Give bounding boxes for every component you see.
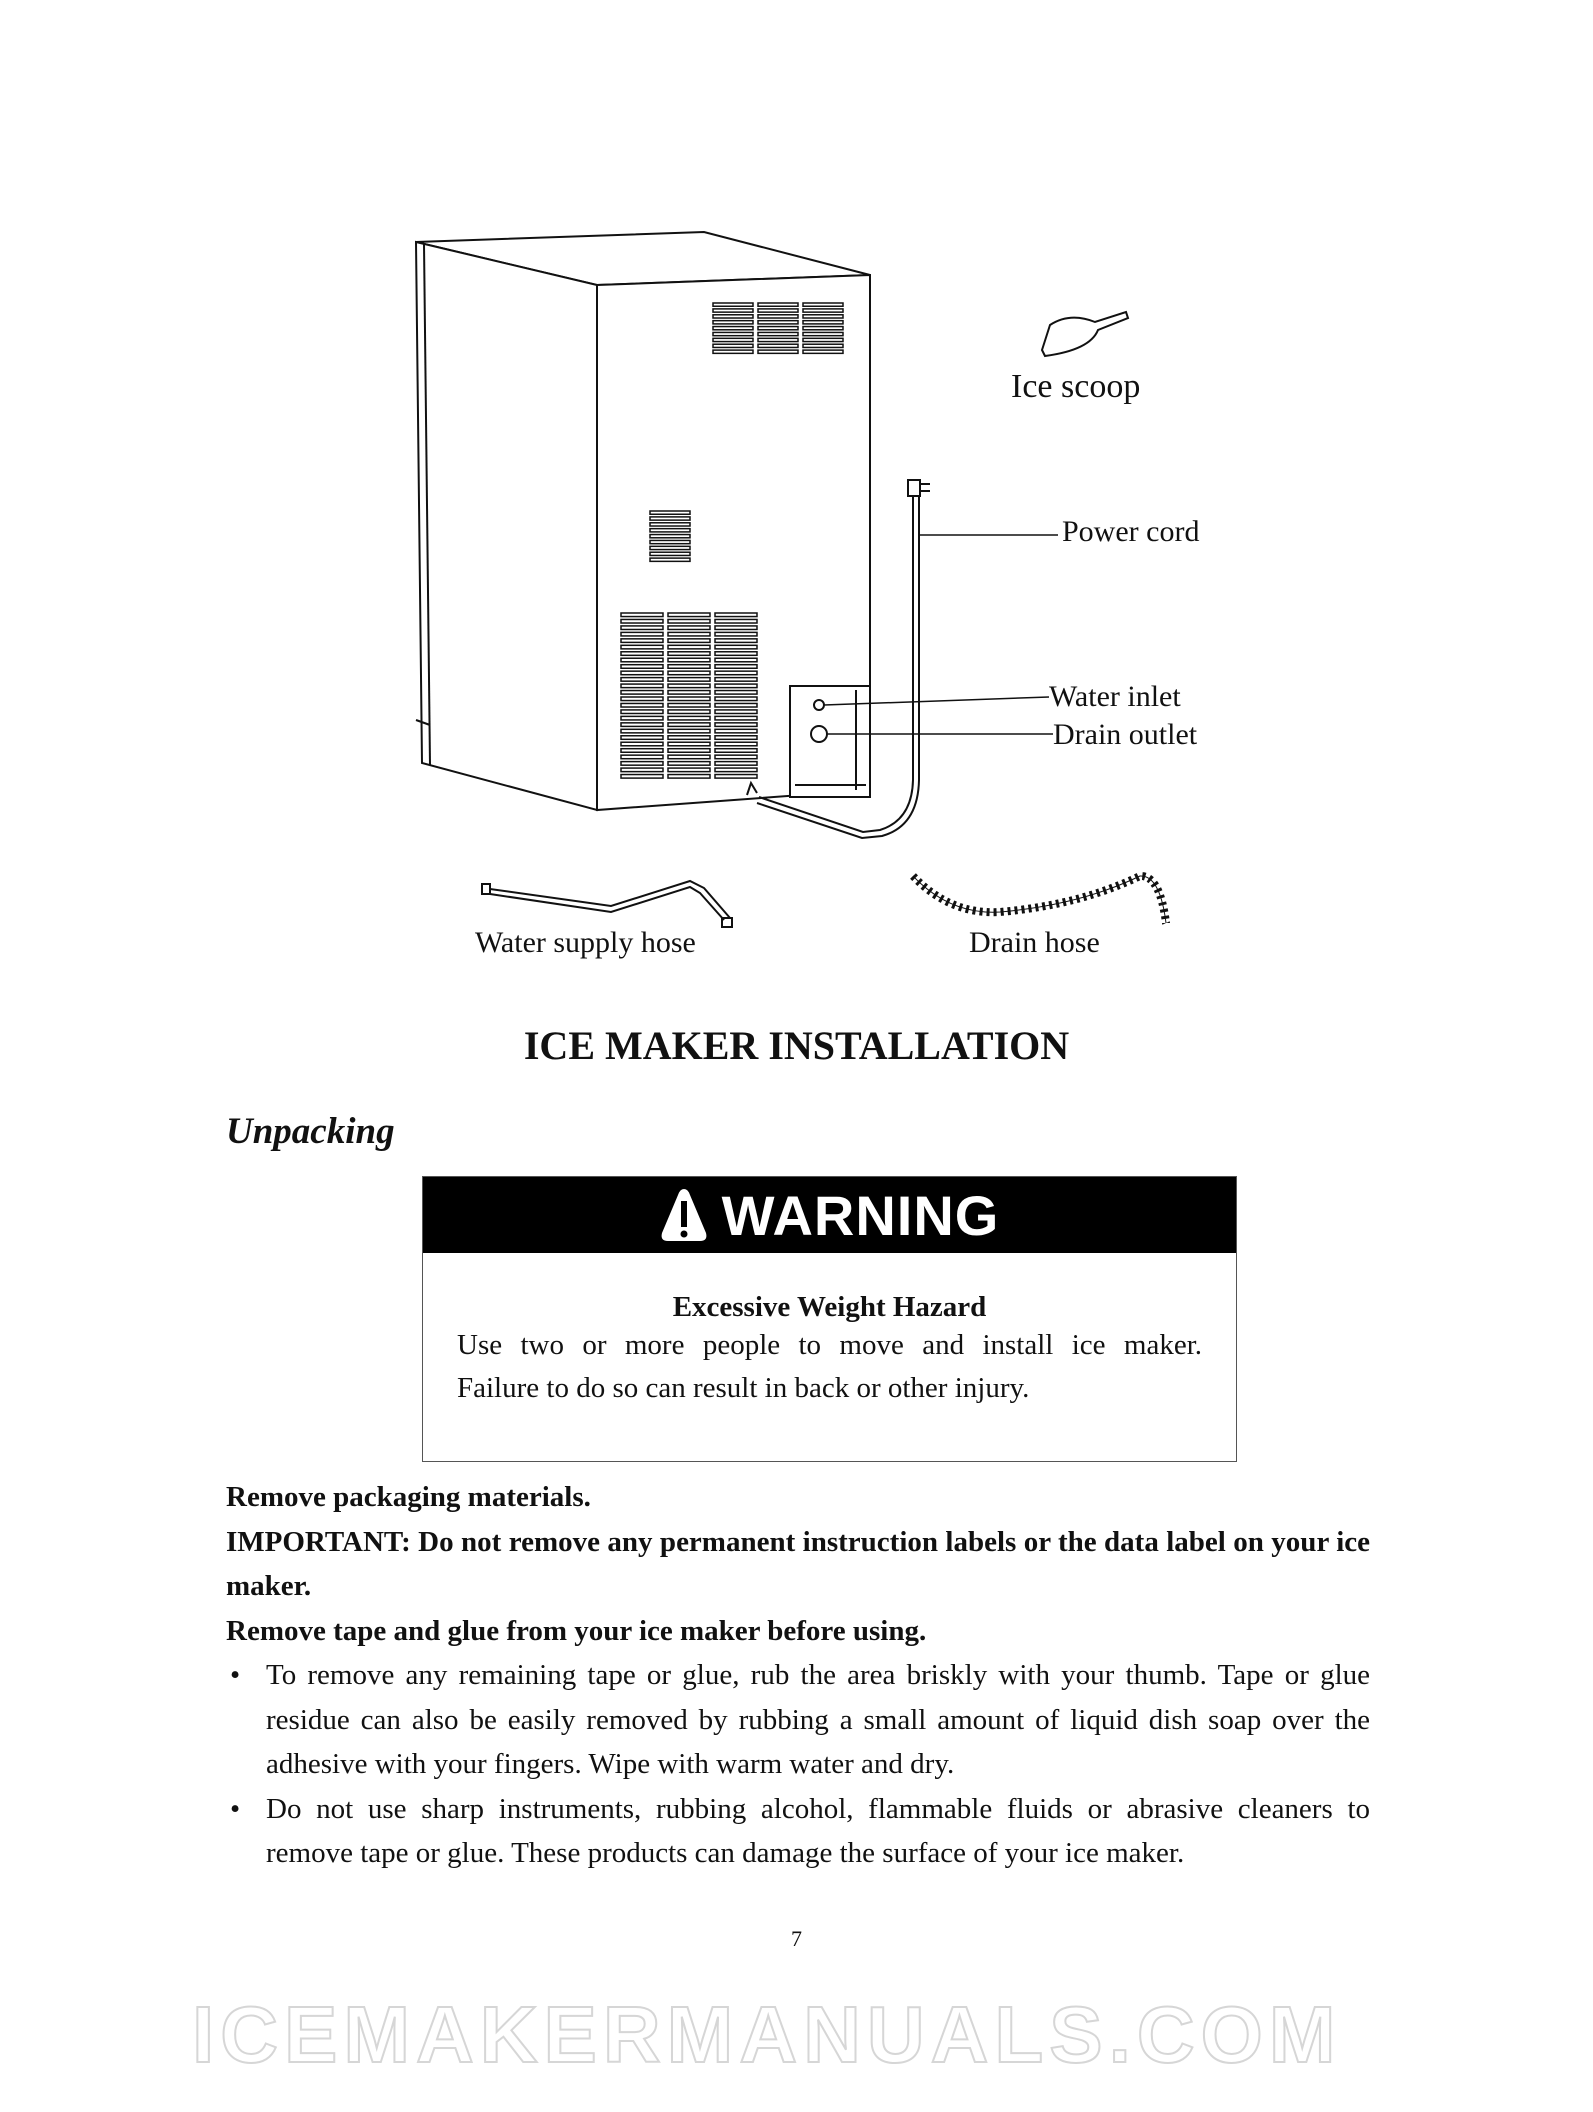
ice-scoop-label: Ice scoop	[1011, 368, 1141, 405]
page-title: ICE MAKER INSTALLATION	[523, 1023, 1070, 1068]
water-supply-hose-drawing	[482, 881, 732, 927]
watermark: ICEMAKERMANUALS.COM	[192, 1990, 1342, 2079]
important-note: IMPORTANT: Do not remove any permanent instruction labels or the data label on your ice maker.	[226, 1525, 1370, 1602]
drain-hose-drawing	[913, 876, 1166, 923]
instruction-remove-tape: Remove tape and glue from your ice maker before using.	[226, 1614, 927, 1647]
bullet: •	[230, 1792, 241, 1825]
warning-header	[423, 1177, 1236, 1253]
warning-title: WARNING	[721, 1183, 1000, 1247]
water-supply-hose-label: Water supply hose	[475, 926, 696, 959]
warning-text-line: Failure to do so can result in back or other injury.	[457, 1372, 1030, 1404]
warning-heading: Excessive Weight Hazard	[672, 1291, 987, 1323]
bullet: •	[230, 1659, 241, 1691]
warning-box	[422, 1176, 1237, 1462]
drain-hose-label: Drain hose	[969, 926, 1100, 959]
port-panel	[790, 686, 1053, 797]
bullet-list	[226, 1653, 1370, 1876]
drain-outlet-label: Drain outlet	[1053, 718, 1198, 751]
list-item-text: Do not use sharp instruments, rubbing alcohol, flammable fluids or abrasive cleaners to remove tape or glue. These products can damage the surface of your ice maker.	[266, 1792, 1370, 1869]
instructions	[226, 1475, 1370, 1876]
water-inlet-label: Water inlet	[1049, 680, 1181, 713]
section-heading: Unpacking	[226, 1111, 395, 1152]
warning-triangle-icon	[660, 1187, 708, 1243]
ice-scoop-drawing	[1042, 312, 1128, 356]
list-item	[226, 1787, 1370, 1876]
instruction-remove-packaging: Remove packaging materials.	[226, 1481, 591, 1513]
list-item	[226, 1653, 1370, 1787]
warning-text-line: Use two or more people to move and install ice maker.	[457, 1329, 1202, 1361]
page-number: 7	[791, 1926, 802, 1951]
list-item-text: To remove any remaining tape or glue, rub the area briskly with your thumb. Tape or glue residue can also be easily removed by rubbing a small amount of liquid dish soap over the adhesive with your fingers. Wipe with warm water and dry.	[266, 1659, 1370, 1780]
power-cord-label: Power cord	[1062, 515, 1200, 548]
